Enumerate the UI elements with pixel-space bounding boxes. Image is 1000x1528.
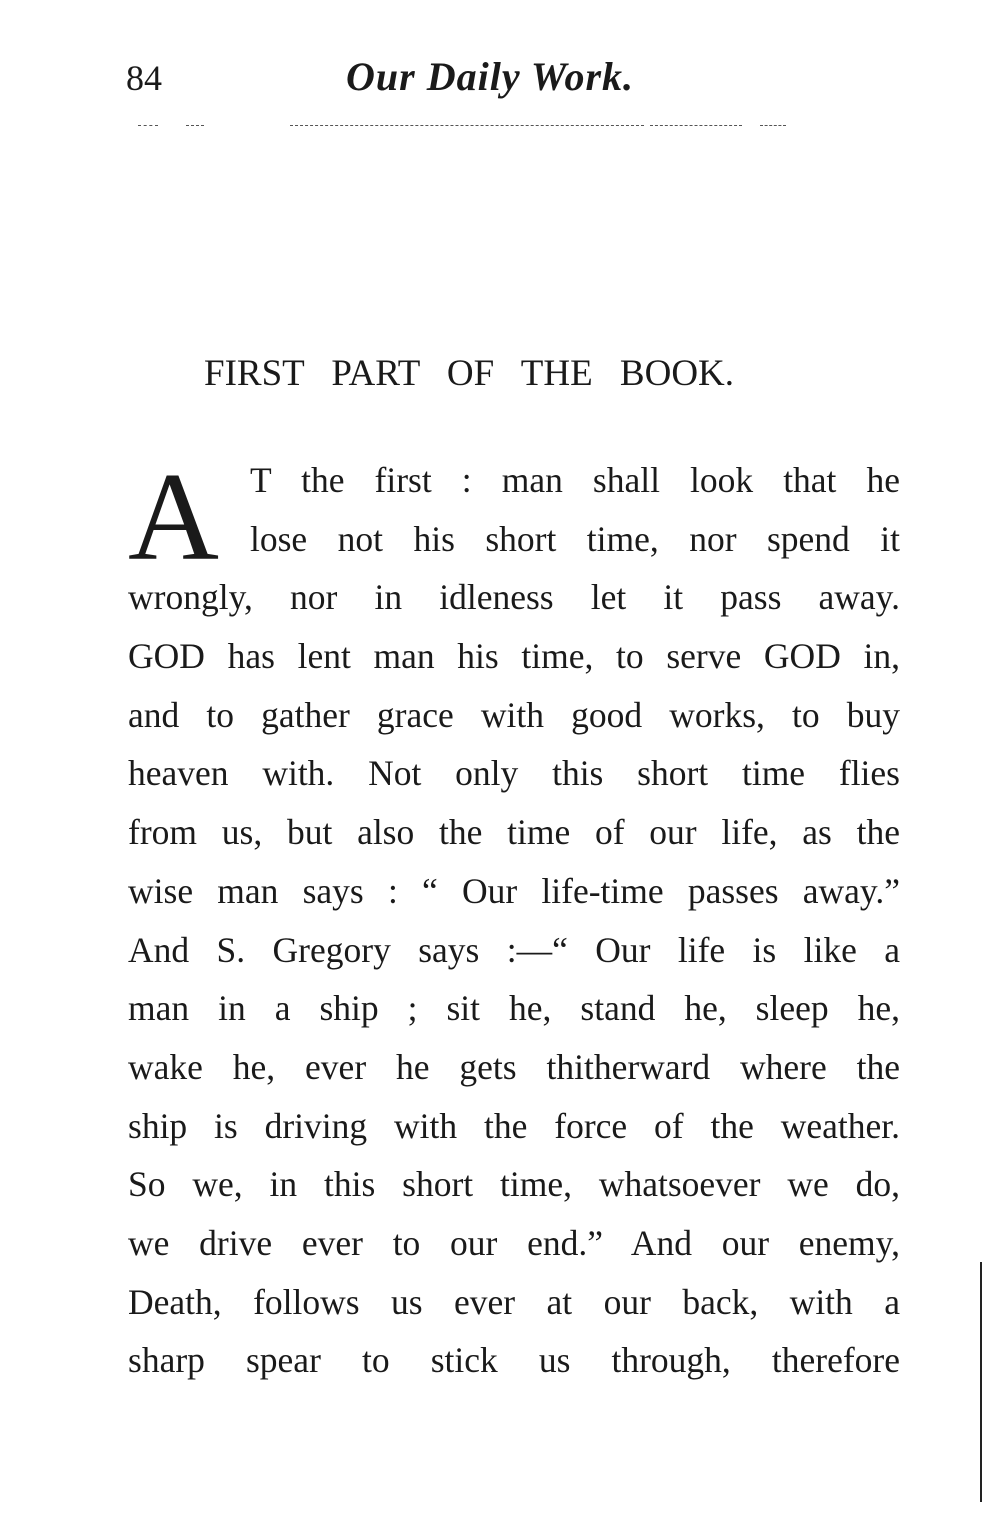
text-line: and to gather grace with good works, to buy <box>128 694 900 735</box>
text-line: we drive ever to our end.” And our enemy, <box>128 1222 900 1263</box>
body-paragraph <box>128 448 900 1390</box>
running-title: Our Daily Work. <box>346 54 635 99</box>
text-line: So we, in this short time, whatsoever we do, <box>128 1164 900 1205</box>
header-rule <box>650 125 742 126</box>
text-line: sharp spear to stick us through, therefore <box>128 1340 900 1381</box>
text-line: Death, follows us ever at our back, with a <box>128 1281 900 1322</box>
section-heading: FIRST PART OF THE BOOK. <box>204 353 735 394</box>
text-line: heaven with. Not only this short time flies <box>128 753 900 794</box>
text-line: wise man says : “ Our life-time passes away.” <box>128 870 900 911</box>
page-number: 84 <box>126 58 162 98</box>
drop-cap: A <box>128 448 219 587</box>
header-rule <box>290 125 644 126</box>
text-line: from us, but also the time of our life, as the <box>128 812 900 853</box>
text-line: GOD has lent man his time, to serve GOD in, <box>128 636 900 677</box>
text-line: wake he, ever he gets thitherward where the <box>128 1046 900 1087</box>
scan-edge-mark <box>980 1262 982 1502</box>
header-rule <box>760 125 786 126</box>
text-line: ship is driving with the force of the weather. <box>128 1105 900 1146</box>
text-line: T the first : man shall look that he <box>250 460 900 500</box>
text-line: wrongly, nor in idleness let it pass away. <box>128 577 900 618</box>
header-rule <box>138 125 158 126</box>
text-line: man in a ship ; sit he, stand he, sleep he, <box>128 988 900 1029</box>
text-line: And S. Gregory says :—“ Our life is like a <box>128 929 900 970</box>
header-rule <box>186 125 204 126</box>
text-line: lose not his short time, nor spend it <box>250 518 900 559</box>
